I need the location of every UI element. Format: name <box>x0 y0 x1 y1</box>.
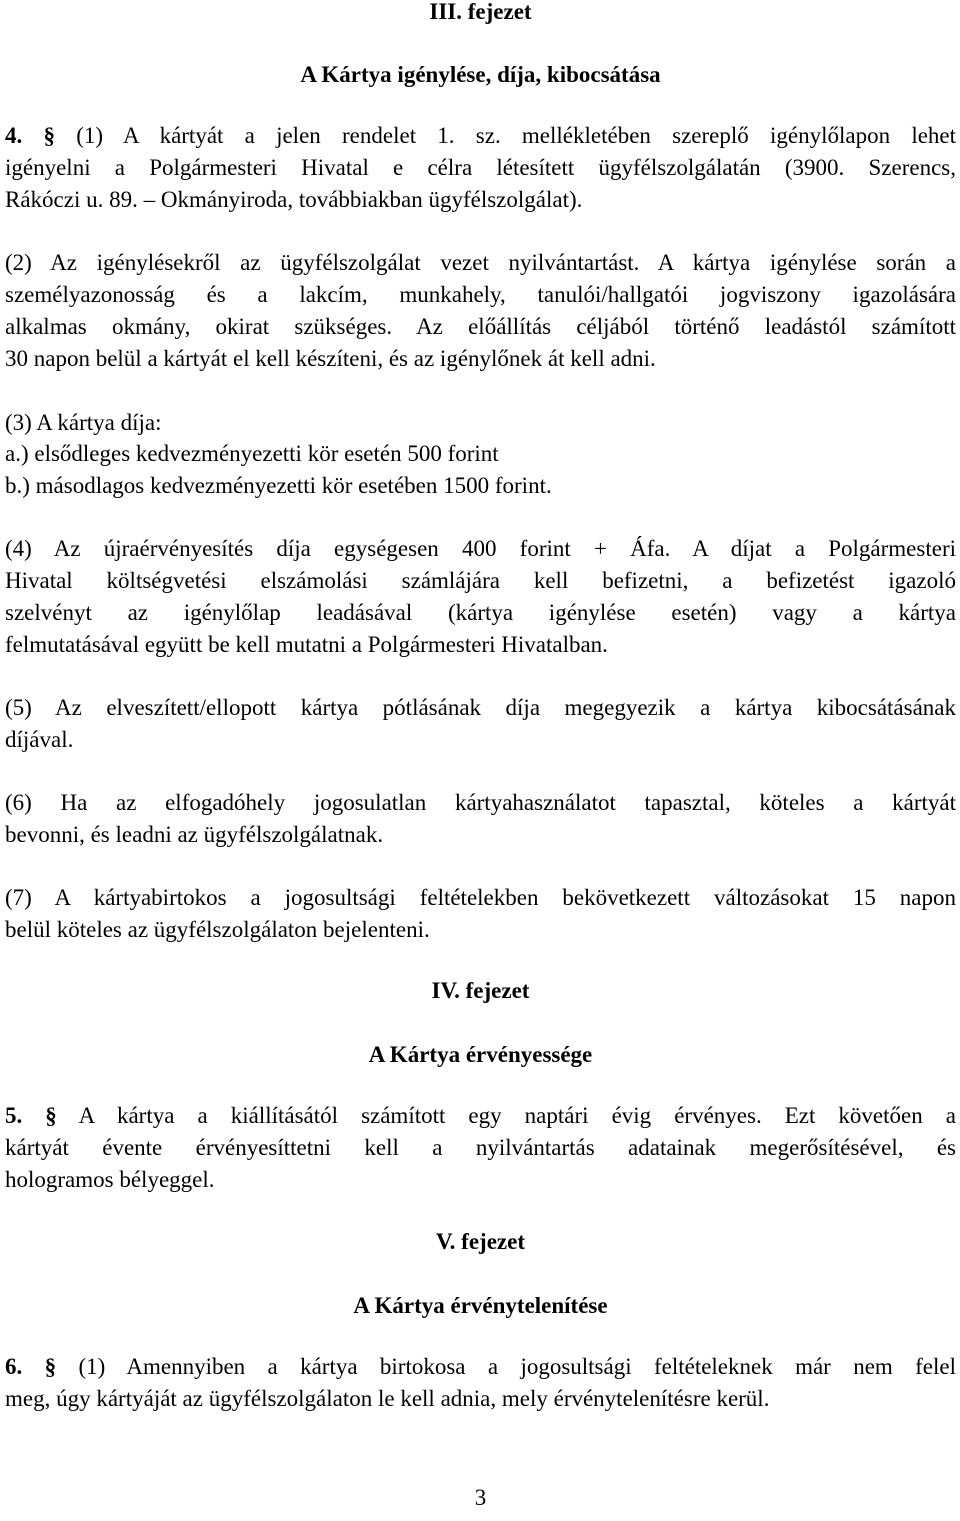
section-4-p4-line-3: szelvényt az igénylőlap leadásával (kártya igénylése esetén) vagy a kártya <box>5 600 956 625</box>
section-4-p4-line-1: (4) Az újraérvényesítés díja egységesen 400 forint + Áfa. A díjat a Polgármesteri <box>5 536 956 561</box>
section-4-number: 4. <box>5 123 23 148</box>
section-4-p7-line-1: (7) A kártyabirtokos a jogosultsági feltételekben bekövetkezett változásokat 15 napon <box>5 885 956 910</box>
section-4-p3-line-1: (3) A kártya díja: <box>5 410 162 435</box>
section-5-number: 5. <box>5 1103 23 1128</box>
section-4-p6-line-1: (6) Ha az elfogadóhely jogosulatlan kártyahasználatot tapasztal, köteles a kártyát <box>5 790 956 815</box>
chapter-3-title: A Kártya igénylése, díja, kibocsátása <box>300 62 661 87</box>
chapter-3-heading: III. fejezet <box>429 0 532 24</box>
section-4-p4-line-4: felmutatásával együtt be kell mutatni a Polgármesteri Hivatalban. <box>5 632 608 657</box>
chapter-4-heading: IV. fejezet <box>431 978 530 1003</box>
section-4-p4-line-2: Hivatal költségvetési elszámolási számlájára kell befizetni, a befizetést igazoló <box>5 568 956 593</box>
chapter-4-title: A Kártya érvényessége <box>368 1042 593 1067</box>
section-4-p3-item-b: b.) másodlagos kedvezményezetti kör esetében 1500 forint. <box>5 473 552 498</box>
chapter-5-title: A Kártya érvénytelenítése <box>353 1293 608 1318</box>
section-sign: § <box>44 1354 57 1379</box>
section-5-text-1: A kártya a kiállításától számított egy naptári évig érvényes. Ezt követően a <box>78 1103 956 1128</box>
section-4-p7-line-2: belül köteles az ügyfélszolgálaton bejelenteni. <box>5 917 430 942</box>
section-sign: § <box>43 123 55 148</box>
section-6-number: 6. <box>5 1354 23 1379</box>
section-4-p6-line-2: bevonni, és leadni az ügyfélszolgálatnak. <box>5 822 384 847</box>
section-4-p1-text-1: (1) A kártyát a jelen rendelet 1. sz. mellékletében szereplő igénylőlapon lehet <box>76 123 957 148</box>
section-5-line-2: kártyát évente érvényesíttetni kell a nyilvántartás adatainak megerősítésével, és <box>5 1135 956 1160</box>
section-6-line-2: meg, úgy kártyáját az ügyfélszolgálaton le kell adnia, mely érvénytelenítésre kerül. <box>5 1386 770 1411</box>
section-4-p5-line-1: (5) Az elveszített/ellopott kártya pótlásának díja megegyezik a kártya kibocsátásának <box>5 695 956 720</box>
section-4-p5-line-2: díjával. <box>5 727 74 752</box>
section-6-line-1 <box>5 1352 956 1382</box>
chapter-5-heading: V. fejezet <box>436 1229 525 1254</box>
section-5-line-3: hologramos bélyeggel. <box>5 1167 215 1192</box>
section-5-line-1 <box>5 1101 956 1131</box>
section-sign: § <box>45 1103 57 1128</box>
section-4-p2-line-2: személyazonosság és a lakcím, munkahely, tanulói/hallgatói jogviszony igazolására <box>5 282 956 307</box>
section-4-p1-line-2: igényelni a Polgármesteri Hivatal e célra létesített ügyfélszolgálatán (3900. Szerencs, <box>5 155 956 180</box>
section-4-p3-item-a: a.) elsődleges kedvezményezetti kör esetén 500 forint <box>5 441 499 466</box>
page-number: 3 <box>474 1485 487 1510</box>
section-4-p1-line-1 <box>5 121 956 151</box>
section-4-p2-line-4: 30 napon belül a kártyát el kell készíteni, és az igénylőnek át kell adni. <box>5 346 656 371</box>
section-4-p1-line-3: Rákóczi u. 89. – Okmányiroda, továbbiakban ügyfélszolgálat). <box>5 187 583 212</box>
section-4-p2-line-3: alkalmas okmány, okirat szükséges. Az előállítás céljából történő leadástól számított <box>5 314 956 339</box>
section-4-p2-line-1: (2) Az igénylésekről az ügyfélszolgálat vezet nyilvántartást. A kártya igénylése során a <box>5 250 956 275</box>
section-6-text-1: (1) Amennyiben a kártya birtokosa a jogosultsági feltételeknek már nem felel <box>78 1354 957 1379</box>
document-page <box>5 0 956 1521</box>
